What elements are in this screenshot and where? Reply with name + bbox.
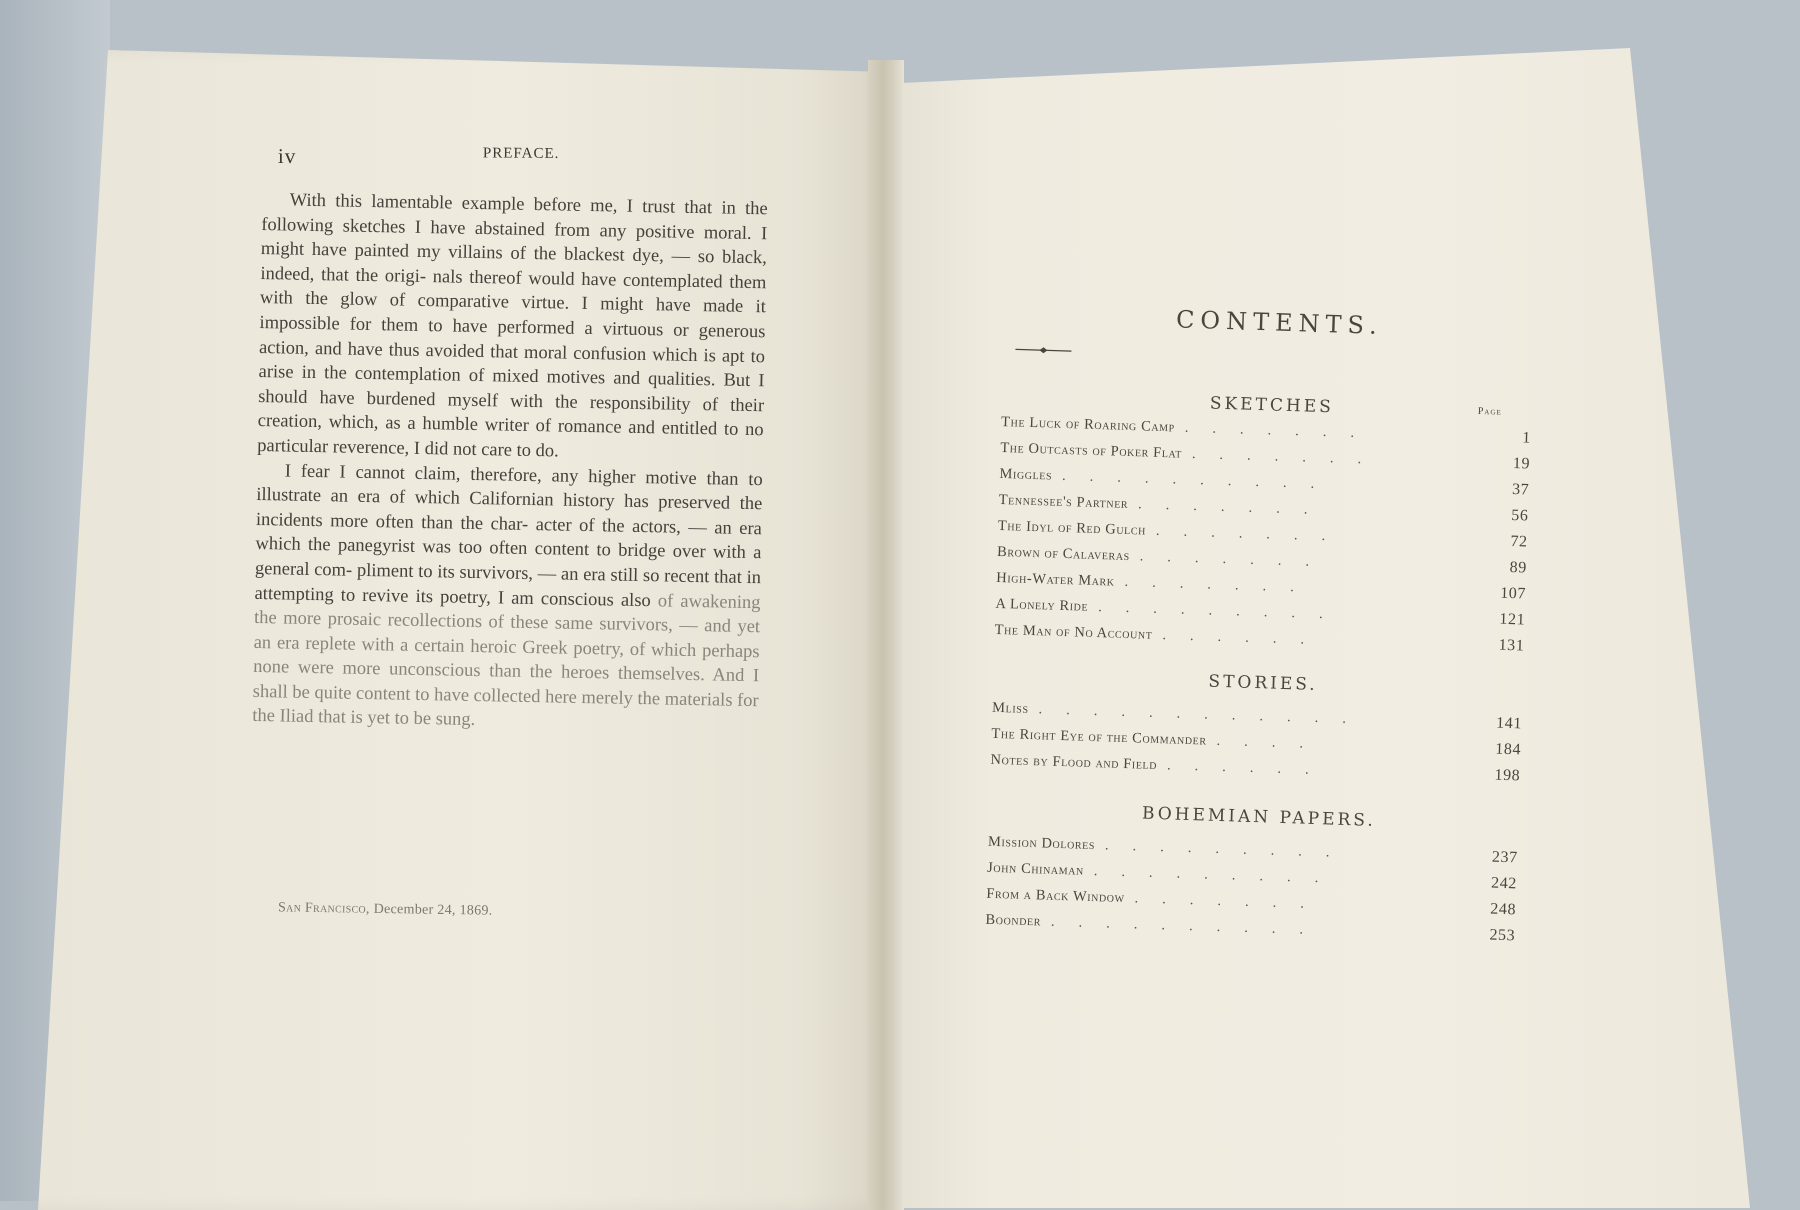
preface-paragraph-2: [252, 458, 763, 738]
section-sketches: [994, 387, 1532, 664]
contents-title: CONTENTS.: [1175, 305, 1384, 340]
preface-paragraph-2b: of awakening the more prosaic recollections of these same survivors, — and yet an era replete with a certain heroic Greek poetry, of which perhaps none were more unconscious than the heroes themselves. And I shall be quite content to have collected here merely the materials for the Iliad that is yet to be sung.: [252, 590, 761, 731]
book-gutter: [868, 60, 904, 1210]
toc-item[interactable]: Notes by Flood and Field ...... 198: [990, 751, 1521, 785]
toc-item[interactable]: The Idyl of Red Gulch ....... 72: [997, 517, 1528, 551]
section-stories: [990, 665, 1523, 794]
sketches-list: [994, 413, 1531, 664]
running-head: PREFACE.: [482, 145, 560, 162]
signoff-date: December 24, 1869.: [373, 901, 493, 919]
toc-item[interactable]: John Chinaman ......... 242: [986, 859, 1518, 893]
toc-item[interactable]: The Right Eye of the Commander .... 184: [991, 725, 1522, 759]
toc-item[interactable]: The Outcasts of Poker Flat ....... 19: [1000, 439, 1531, 473]
toc-item[interactable]: Miggles .......... 37: [999, 465, 1530, 499]
toc-item[interactable]: The Man of No Account ...... 131: [994, 621, 1525, 655]
toc-item[interactable]: From a Back Window ....... 248: [986, 885, 1517, 919]
contents-page: [985, 300, 1535, 953]
page-column-label: Page: [1477, 405, 1502, 418]
section-bohemian-papers: [985, 799, 1519, 954]
preface-signoff: [278, 900, 493, 919]
stories-list: [990, 699, 1522, 794]
preface-paragraph-2a: I fear I cannot claim, therefore, any higher motive than to illustrate an era of which Californian history has preserved the incidents more often than the char- acter of the actors, — an era which the panegyrist was too often content to bridge over with a general com- pliment to its survivors, — an era still so recent that in attempting to revive its poetry, I am conscious also: [254, 460, 763, 611]
section-title-bohemian-papers: BOHEMIAN PAPERS.: [1141, 803, 1377, 831]
toc-item[interactable]: High-Water Mark ....... 107: [996, 569, 1527, 603]
page-number: iv: [277, 143, 297, 169]
toc-item[interactable]: A Lonely Ride ......... 121: [995, 595, 1526, 629]
section-title-sketches: SKETCHES: [1209, 393, 1335, 418]
bohemian-papers-list: [985, 833, 1518, 954]
toc-item[interactable]: The Luck of Roaring Camp ....... 1: [1000, 413, 1532, 447]
preface-text: [252, 188, 768, 738]
ornament-divider-icon: [1013, 344, 1073, 356]
toc-item[interactable]: Mission Dolores ......... 237: [987, 833, 1518, 867]
signoff-place: San Francisco,: [277, 900, 370, 917]
toc-item[interactable]: Boonder .......... 253: [985, 911, 1516, 945]
section-title-stories: STORIES.: [1208, 671, 1319, 696]
toc-item[interactable]: Brown of Calaveras ....... 89: [996, 543, 1528, 577]
toc-item[interactable]: Tennessee's Partner ....... 56: [998, 491, 1529, 525]
preface-paragraph-1: With this lamentable example before me, I trust that in the following sketches I have abstained from any positive moral. I might have painted my villains of the blackest dye, — so black, indeed, that the origi- nals thereof would have contemplated them with the glow of comparative virtue. I might have made it impossible for them to have performed a virtuous or generous action, and have thus avoided that moral confusion which is apt to arise in the contemplation of mixed motives and qualities. But I should have burdened myself with the responsibility of their creation, which, as a humble writer of romance and entitled to no particular reverence, I did not care to do.: [257, 190, 768, 462]
toc-item[interactable]: Mliss ............ 141: [991, 699, 1523, 733]
